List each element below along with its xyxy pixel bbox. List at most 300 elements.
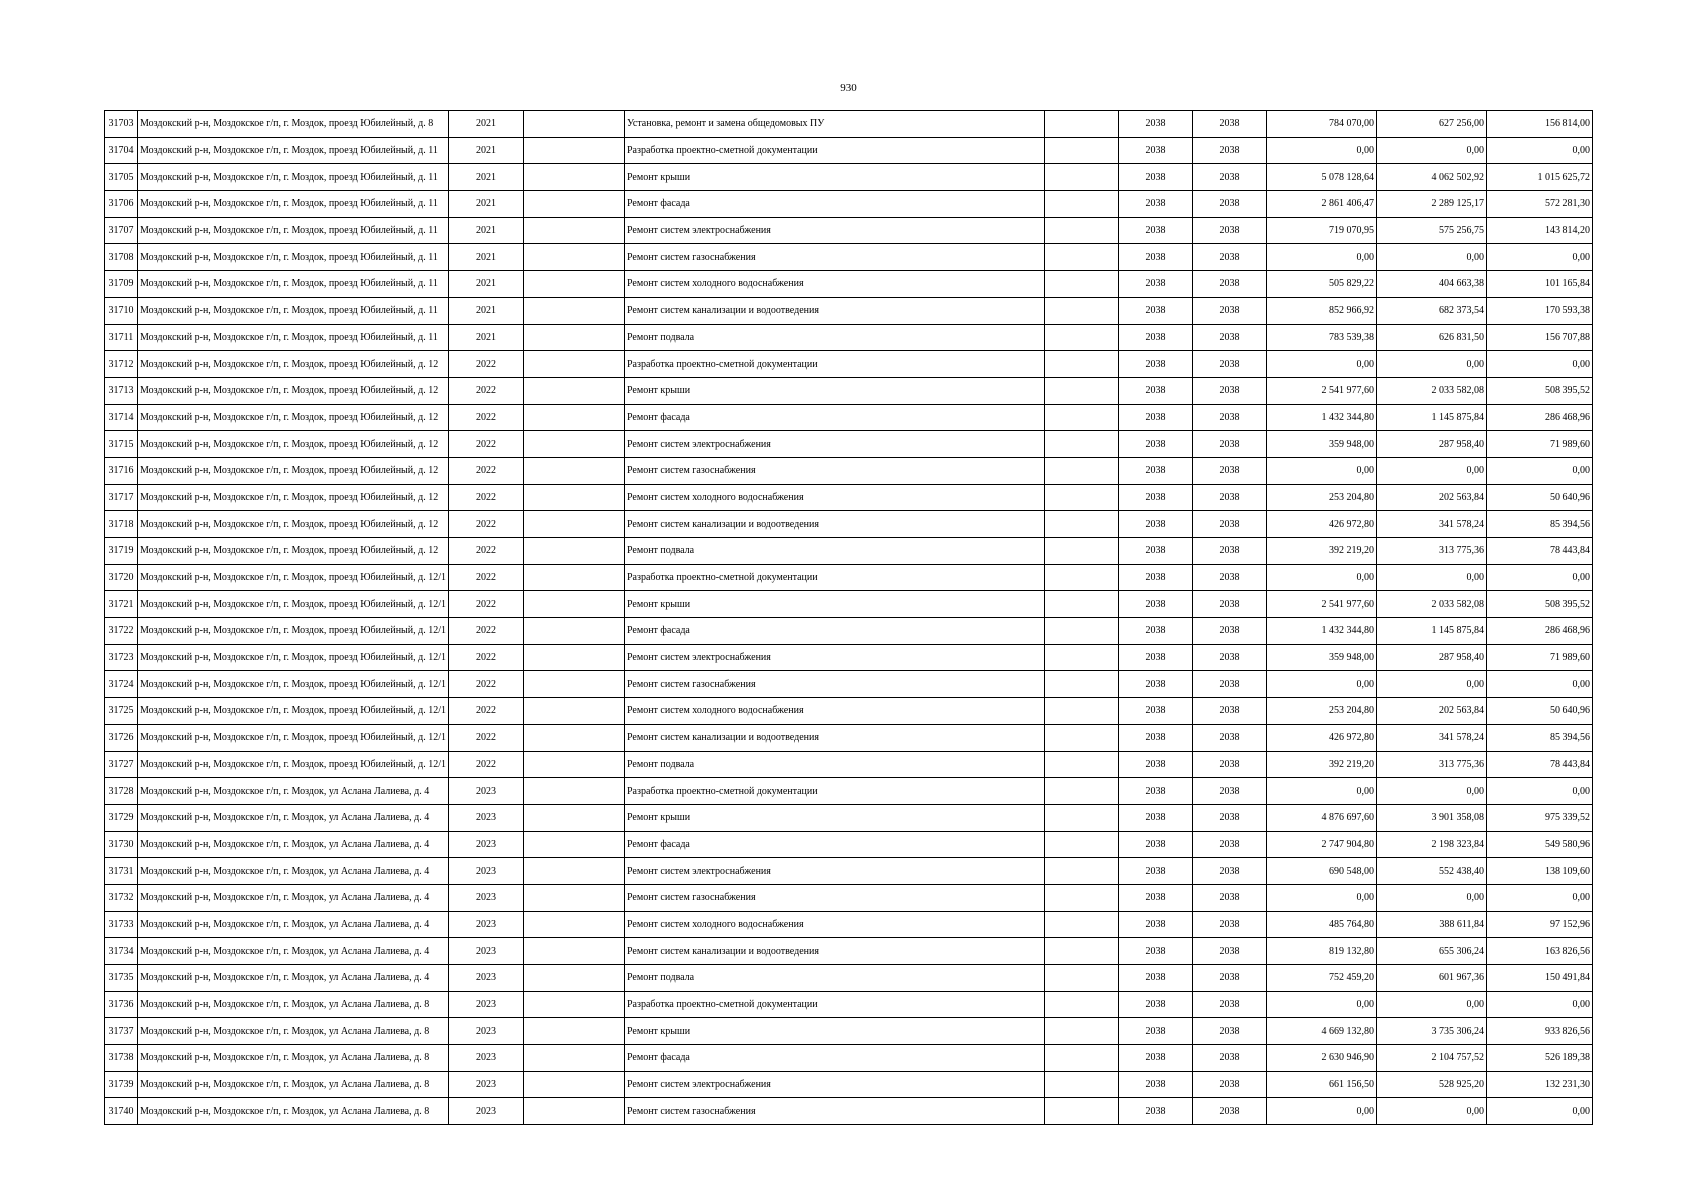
other-cost-cell: 0,00: [1487, 244, 1593, 271]
empty-cell: [524, 618, 625, 645]
other-cost-cell: 0,00: [1487, 991, 1593, 1018]
row-number: 31729: [105, 804, 138, 831]
empty-cell: [1045, 938, 1119, 965]
fund-cost-cell: 0,00: [1377, 457, 1487, 484]
empty-cell: [524, 137, 625, 164]
table-row: [105, 965, 1593, 992]
end-year-cell: 2038: [1193, 698, 1267, 725]
empty-cell: [524, 671, 625, 698]
address-cell: Моздокский р-н, Моздокское г/п, г. Моздок, ул Аслана Лалиева, д. 8: [138, 1071, 449, 1098]
empty-cell: [524, 484, 625, 511]
total-cost-cell: 392 219,20: [1267, 751, 1377, 778]
total-cost-cell: 0,00: [1267, 778, 1377, 805]
work-type-cell: Ремонт крыши: [625, 377, 1045, 404]
table-row: [105, 457, 1593, 484]
other-cost-cell: 138 109,60: [1487, 858, 1593, 885]
empty-cell: [524, 191, 625, 218]
table-row: [105, 698, 1593, 725]
fund-cost-cell: 287 958,40: [1377, 644, 1487, 671]
planned-year-cell: 2023: [449, 965, 524, 992]
empty-cell: [1045, 618, 1119, 645]
empty-cell: [1045, 484, 1119, 511]
empty-cell: [1045, 217, 1119, 244]
other-cost-cell: 0,00: [1487, 137, 1593, 164]
address-cell: Моздокский р-н, Моздокское г/п, г. Моздок, проезд Юбилейный, д. 12/1: [138, 751, 449, 778]
address-cell: Моздокский р-н, Моздокское г/п, г. Моздок, проезд Юбилейный, д. 11: [138, 217, 449, 244]
row-number: 31731: [105, 858, 138, 885]
planned-year-cell: 2022: [449, 751, 524, 778]
work-type-cell: Ремонт систем канализации и водоотведения: [625, 724, 1045, 751]
other-cost-cell: 286 468,96: [1487, 618, 1593, 645]
start-year-cell: 2038: [1119, 991, 1193, 1018]
empty-cell: [1045, 538, 1119, 565]
address-cell: Моздокский р-н, Моздокское г/п, г. Моздок, проезд Юбилейный, д. 11: [138, 164, 449, 191]
fund-cost-cell: 627 256,00: [1377, 111, 1487, 138]
other-cost-cell: 150 491,84: [1487, 965, 1593, 992]
work-type-cell: Разработка проектно-сметной документации: [625, 778, 1045, 805]
empty-cell: [524, 271, 625, 298]
planned-year-cell: 2023: [449, 858, 524, 885]
start-year-cell: 2038: [1119, 965, 1193, 992]
fund-cost-cell: 287 958,40: [1377, 431, 1487, 458]
address-cell: Моздокский р-н, Моздокское г/п, г. Моздок, проезд Юбилейный, д. 12/1: [138, 644, 449, 671]
row-number: 31718: [105, 511, 138, 538]
fund-cost-cell: 3 901 358,08: [1377, 804, 1487, 831]
row-number: 31710: [105, 297, 138, 324]
start-year-cell: 2038: [1119, 511, 1193, 538]
table-row: [105, 671, 1593, 698]
address-cell: Моздокский р-н, Моздокское г/п, г. Моздок, ул Аслана Лалиева, д. 4: [138, 884, 449, 911]
fund-cost-cell: 0,00: [1377, 671, 1487, 698]
empty-cell: [1045, 137, 1119, 164]
fund-cost-cell: 0,00: [1377, 884, 1487, 911]
other-cost-cell: 0,00: [1487, 457, 1593, 484]
empty-cell: [1045, 404, 1119, 431]
fund-cost-cell: 626 831,50: [1377, 324, 1487, 351]
empty-cell: [524, 377, 625, 404]
other-cost-cell: 0,00: [1487, 351, 1593, 378]
total-cost-cell: 2 541 977,60: [1267, 377, 1377, 404]
row-number: 31720: [105, 564, 138, 591]
empty-cell: [1045, 778, 1119, 805]
total-cost-cell: 0,00: [1267, 137, 1377, 164]
other-cost-cell: 132 231,30: [1487, 1071, 1593, 1098]
work-type-cell: Ремонт систем холодного водоснабжения: [625, 911, 1045, 938]
row-number: 31713: [105, 377, 138, 404]
table-row: [105, 137, 1593, 164]
row-number: 31740: [105, 1098, 138, 1125]
start-year-cell: 2038: [1119, 751, 1193, 778]
total-cost-cell: 253 204,80: [1267, 698, 1377, 725]
fund-cost-cell: 2 033 582,08: [1377, 591, 1487, 618]
empty-cell: [524, 111, 625, 138]
planned-year-cell: 2022: [449, 538, 524, 565]
end-year-cell: 2038: [1193, 911, 1267, 938]
capital-repair-table: [104, 110, 1593, 1125]
end-year-cell: 2038: [1193, 431, 1267, 458]
work-type-cell: Разработка проектно-сметной документации: [625, 137, 1045, 164]
other-cost-cell: 78 443,84: [1487, 751, 1593, 778]
end-year-cell: 2038: [1193, 858, 1267, 885]
empty-cell: [524, 324, 625, 351]
table-row: [105, 938, 1593, 965]
address-cell: Моздокский р-н, Моздокское г/п, г. Моздок, проезд Юбилейный, д. 8: [138, 111, 449, 138]
planned-year-cell: 2022: [449, 404, 524, 431]
empty-cell: [524, 244, 625, 271]
start-year-cell: 2038: [1119, 591, 1193, 618]
table-row: [105, 618, 1593, 645]
fund-cost-cell: 313 775,36: [1377, 538, 1487, 565]
work-type-cell: Ремонт систем электроснабжения: [625, 431, 1045, 458]
planned-year-cell: 2022: [449, 351, 524, 378]
work-type-cell: Установка, ремонт и замена общедомовых ПУ: [625, 111, 1045, 138]
row-number: 31725: [105, 698, 138, 725]
empty-cell: [524, 297, 625, 324]
total-cost-cell: 0,00: [1267, 457, 1377, 484]
row-number: 31705: [105, 164, 138, 191]
address-cell: Моздокский р-н, Моздокское г/п, г. Моздок, проезд Юбилейный, д. 12/1: [138, 724, 449, 751]
start-year-cell: 2038: [1119, 804, 1193, 831]
empty-cell: [524, 538, 625, 565]
planned-year-cell: 2022: [449, 484, 524, 511]
row-number: 31709: [105, 271, 138, 298]
start-year-cell: 2038: [1119, 431, 1193, 458]
end-year-cell: 2038: [1193, 1071, 1267, 1098]
end-year-cell: 2038: [1193, 884, 1267, 911]
empty-cell: [1045, 1018, 1119, 1045]
row-number: 31723: [105, 644, 138, 671]
fund-cost-cell: 601 967,36: [1377, 965, 1487, 992]
table-row: [105, 804, 1593, 831]
empty-cell: [524, 431, 625, 458]
start-year-cell: 2038: [1119, 244, 1193, 271]
table-row: [105, 217, 1593, 244]
table-row: [105, 591, 1593, 618]
end-year-cell: 2038: [1193, 324, 1267, 351]
empty-cell: [1045, 698, 1119, 725]
work-type-cell: Ремонт фасада: [625, 191, 1045, 218]
work-type-cell: Разработка проектно-сметной документации: [625, 991, 1045, 1018]
table-row: [105, 991, 1593, 1018]
total-cost-cell: 661 156,50: [1267, 1071, 1377, 1098]
row-number: 31703: [105, 111, 138, 138]
table-row: [105, 911, 1593, 938]
start-year-cell: 2038: [1119, 618, 1193, 645]
end-year-cell: 2038: [1193, 404, 1267, 431]
fund-cost-cell: 2 033 582,08: [1377, 377, 1487, 404]
table-row: [105, 564, 1593, 591]
other-cost-cell: 933 826,56: [1487, 1018, 1593, 1045]
end-year-cell: 2038: [1193, 991, 1267, 1018]
start-year-cell: 2038: [1119, 564, 1193, 591]
start-year-cell: 2038: [1119, 831, 1193, 858]
total-cost-cell: 253 204,80: [1267, 484, 1377, 511]
fund-cost-cell: 388 611,84: [1377, 911, 1487, 938]
planned-year-cell: 2022: [449, 671, 524, 698]
start-year-cell: 2038: [1119, 724, 1193, 751]
row-number: 31716: [105, 457, 138, 484]
empty-cell: [1045, 244, 1119, 271]
address-cell: Моздокский р-н, Моздокское г/п, г. Моздок, проезд Юбилейный, д. 11: [138, 244, 449, 271]
work-type-cell: Разработка проектно-сметной документации: [625, 351, 1045, 378]
work-type-cell: Ремонт крыши: [625, 804, 1045, 831]
row-number: 31737: [105, 1018, 138, 1045]
empty-cell: [524, 164, 625, 191]
other-cost-cell: 508 395,52: [1487, 591, 1593, 618]
start-year-cell: 2038: [1119, 538, 1193, 565]
address-cell: Моздокский р-н, Моздокское г/п, г. Моздок, проезд Юбилейный, д. 12/1: [138, 618, 449, 645]
work-type-cell: Ремонт фасада: [625, 831, 1045, 858]
row-number: 31715: [105, 431, 138, 458]
table-row: [105, 111, 1593, 138]
start-year-cell: 2038: [1119, 137, 1193, 164]
end-year-cell: 2038: [1193, 538, 1267, 565]
empty-cell: [524, 591, 625, 618]
other-cost-cell: 508 395,52: [1487, 377, 1593, 404]
start-year-cell: 2038: [1119, 1045, 1193, 1072]
total-cost-cell: 505 829,22: [1267, 271, 1377, 298]
start-year-cell: 2038: [1119, 671, 1193, 698]
other-cost-cell: 1 015 625,72: [1487, 164, 1593, 191]
empty-cell: [524, 564, 625, 591]
table-row: [105, 297, 1593, 324]
address-cell: Моздокский р-н, Моздокское г/п, г. Моздок, ул Аслана Лалиева, д. 4: [138, 804, 449, 831]
row-number: 31726: [105, 724, 138, 751]
empty-cell: [1045, 457, 1119, 484]
work-type-cell: Ремонт фасада: [625, 618, 1045, 645]
other-cost-cell: 101 165,84: [1487, 271, 1593, 298]
other-cost-cell: 975 339,52: [1487, 804, 1593, 831]
end-year-cell: 2038: [1193, 111, 1267, 138]
empty-cell: [524, 884, 625, 911]
fund-cost-cell: 528 925,20: [1377, 1071, 1487, 1098]
total-cost-cell: 5 078 128,64: [1267, 164, 1377, 191]
start-year-cell: 2038: [1119, 884, 1193, 911]
other-cost-cell: 170 593,38: [1487, 297, 1593, 324]
other-cost-cell: 163 826,56: [1487, 938, 1593, 965]
fund-cost-cell: 202 563,84: [1377, 698, 1487, 725]
fund-cost-cell: 0,00: [1377, 137, 1487, 164]
total-cost-cell: 752 459,20: [1267, 965, 1377, 992]
address-cell: Моздокский р-н, Моздокское г/п, г. Моздок, ул Аслана Лалиева, д. 4: [138, 965, 449, 992]
row-number: 31714: [105, 404, 138, 431]
other-cost-cell: 156 814,00: [1487, 111, 1593, 138]
table-row: [105, 751, 1593, 778]
planned-year-cell: 2021: [449, 217, 524, 244]
end-year-cell: 2038: [1193, 484, 1267, 511]
work-type-cell: Ремонт подвала: [625, 538, 1045, 565]
planned-year-cell: 2023: [449, 911, 524, 938]
start-year-cell: 2038: [1119, 191, 1193, 218]
planned-year-cell: 2022: [449, 431, 524, 458]
address-cell: Моздокский р-н, Моздокское г/п, г. Моздок, ул Аслана Лалиева, д. 8: [138, 991, 449, 1018]
address-cell: Моздокский р-н, Моздокское г/п, г. Моздок, проезд Юбилейный, д. 11: [138, 297, 449, 324]
end-year-cell: 2038: [1193, 1018, 1267, 1045]
empty-cell: [1045, 431, 1119, 458]
empty-cell: [1045, 564, 1119, 591]
total-cost-cell: 0,00: [1267, 884, 1377, 911]
table-row: [105, 1071, 1593, 1098]
fund-cost-cell: 0,00: [1377, 1098, 1487, 1125]
planned-year-cell: 2021: [449, 244, 524, 271]
empty-cell: [524, 404, 625, 431]
work-type-cell: Ремонт фасада: [625, 404, 1045, 431]
start-year-cell: 2038: [1119, 457, 1193, 484]
total-cost-cell: 0,00: [1267, 564, 1377, 591]
other-cost-cell: 71 989,60: [1487, 431, 1593, 458]
row-number: 31707: [105, 217, 138, 244]
empty-cell: [1045, 111, 1119, 138]
fund-cost-cell: 0,00: [1377, 991, 1487, 1018]
total-cost-cell: 485 764,80: [1267, 911, 1377, 938]
empty-cell: [1045, 1071, 1119, 1098]
end-year-cell: 2038: [1193, 511, 1267, 538]
total-cost-cell: 2 747 904,80: [1267, 831, 1377, 858]
planned-year-cell: 2023: [449, 1018, 524, 1045]
row-number: 31738: [105, 1045, 138, 1072]
empty-cell: [524, 858, 625, 885]
total-cost-cell: 4 669 132,80: [1267, 1018, 1377, 1045]
empty-cell: [1045, 511, 1119, 538]
work-type-cell: Ремонт подвала: [625, 324, 1045, 351]
empty-cell: [1045, 991, 1119, 1018]
planned-year-cell: 2021: [449, 111, 524, 138]
row-number: 31722: [105, 618, 138, 645]
page-number: 930: [840, 82, 857, 94]
start-year-cell: 2038: [1119, 644, 1193, 671]
work-type-cell: Ремонт систем газоснабжения: [625, 457, 1045, 484]
total-cost-cell: 4 876 697,60: [1267, 804, 1377, 831]
empty-cell: [524, 1018, 625, 1045]
empty-cell: [1045, 884, 1119, 911]
work-type-cell: Ремонт систем газоснабжения: [625, 244, 1045, 271]
address-cell: Моздокский р-н, Моздокское г/п, г. Моздок, проезд Юбилейный, д. 12: [138, 538, 449, 565]
other-cost-cell: 0,00: [1487, 1098, 1593, 1125]
row-number: 31734: [105, 938, 138, 965]
row-number: 31708: [105, 244, 138, 271]
other-cost-cell: 50 640,96: [1487, 484, 1593, 511]
empty-cell: [1045, 351, 1119, 378]
table-row: [105, 351, 1593, 378]
total-cost-cell: 719 070,95: [1267, 217, 1377, 244]
planned-year-cell: 2023: [449, 938, 524, 965]
address-cell: Моздокский р-н, Моздокское г/п, г. Моздок, проезд Юбилейный, д. 12: [138, 484, 449, 511]
end-year-cell: 2038: [1193, 564, 1267, 591]
planned-year-cell: 2023: [449, 1045, 524, 1072]
empty-cell: [524, 991, 625, 1018]
table-row: [105, 858, 1593, 885]
total-cost-cell: 0,00: [1267, 244, 1377, 271]
address-cell: Моздокский р-н, Моздокское г/п, г. Моздок, проезд Юбилейный, д. 12/1: [138, 698, 449, 725]
empty-cell: [1045, 965, 1119, 992]
other-cost-cell: 0,00: [1487, 778, 1593, 805]
empty-cell: [524, 751, 625, 778]
row-number: 31732: [105, 884, 138, 911]
total-cost-cell: 852 966,92: [1267, 297, 1377, 324]
other-cost-cell: 572 281,30: [1487, 191, 1593, 218]
row-number: 31706: [105, 191, 138, 218]
planned-year-cell: 2023: [449, 804, 524, 831]
empty-cell: [524, 1045, 625, 1072]
address-cell: Моздокский р-н, Моздокское г/п, г. Моздок, проезд Юбилейный, д. 12: [138, 457, 449, 484]
end-year-cell: 2038: [1193, 618, 1267, 645]
empty-cell: [524, 511, 625, 538]
work-type-cell: Ремонт подвала: [625, 751, 1045, 778]
fund-cost-cell: 3 735 306,24: [1377, 1018, 1487, 1045]
planned-year-cell: 2022: [449, 698, 524, 725]
end-year-cell: 2038: [1193, 965, 1267, 992]
planned-year-cell: 2022: [449, 724, 524, 751]
start-year-cell: 2038: [1119, 911, 1193, 938]
empty-cell: [524, 804, 625, 831]
empty-cell: [1045, 1045, 1119, 1072]
table-row: [105, 644, 1593, 671]
planned-year-cell: 2023: [449, 884, 524, 911]
row-number: 31739: [105, 1071, 138, 1098]
table-row: [105, 884, 1593, 911]
end-year-cell: 2038: [1193, 938, 1267, 965]
empty-cell: [524, 217, 625, 244]
row-number: 31719: [105, 538, 138, 565]
address-cell: Моздокский р-н, Моздокское г/п, г. Моздок, проезд Юбилейный, д. 11: [138, 324, 449, 351]
address-cell: Моздокский р-н, Моздокское г/п, г. Моздок, проезд Юбилейный, д. 12/1: [138, 564, 449, 591]
total-cost-cell: 0,00: [1267, 351, 1377, 378]
end-year-cell: 2038: [1193, 671, 1267, 698]
table-row: [105, 538, 1593, 565]
work-type-cell: Ремонт систем газоснабжения: [625, 884, 1045, 911]
total-cost-cell: 359 948,00: [1267, 644, 1377, 671]
table-row: [105, 404, 1593, 431]
fund-cost-cell: 1 145 875,84: [1377, 404, 1487, 431]
work-type-cell: Ремонт крыши: [625, 1018, 1045, 1045]
other-cost-cell: 78 443,84: [1487, 538, 1593, 565]
start-year-cell: 2038: [1119, 297, 1193, 324]
other-cost-cell: 156 707,88: [1487, 324, 1593, 351]
row-number: 31733: [105, 911, 138, 938]
work-type-cell: Ремонт систем электроснабжения: [625, 644, 1045, 671]
address-cell: Моздокский р-н, Моздокское г/п, г. Моздок, ул Аслана Лалиева, д. 4: [138, 831, 449, 858]
empty-cell: [1045, 751, 1119, 778]
row-number: 31730: [105, 831, 138, 858]
total-cost-cell: 783 539,38: [1267, 324, 1377, 351]
row-number: 31735: [105, 965, 138, 992]
table-row: [105, 831, 1593, 858]
start-year-cell: 2038: [1119, 324, 1193, 351]
planned-year-cell: 2021: [449, 137, 524, 164]
fund-cost-cell: 341 578,24: [1377, 724, 1487, 751]
end-year-cell: 2038: [1193, 297, 1267, 324]
total-cost-cell: 690 548,00: [1267, 858, 1377, 885]
empty-cell: [1045, 644, 1119, 671]
fund-cost-cell: 0,00: [1377, 351, 1487, 378]
total-cost-cell: 0,00: [1267, 991, 1377, 1018]
work-type-cell: Ремонт систем канализации и водоотведения: [625, 297, 1045, 324]
planned-year-cell: 2022: [449, 511, 524, 538]
empty-cell: [524, 1098, 625, 1125]
fund-cost-cell: 202 563,84: [1377, 484, 1487, 511]
empty-cell: [1045, 911, 1119, 938]
address-cell: Моздокский р-н, Моздокское г/п, г. Моздок, ул Аслана Лалиева, д. 8: [138, 1018, 449, 1045]
start-year-cell: 2038: [1119, 858, 1193, 885]
start-year-cell: 2038: [1119, 111, 1193, 138]
empty-cell: [524, 457, 625, 484]
table-row: [105, 377, 1593, 404]
empty-cell: [1045, 671, 1119, 698]
planned-year-cell: 2022: [449, 618, 524, 645]
start-year-cell: 2038: [1119, 938, 1193, 965]
end-year-cell: 2038: [1193, 137, 1267, 164]
empty-cell: [1045, 1098, 1119, 1125]
